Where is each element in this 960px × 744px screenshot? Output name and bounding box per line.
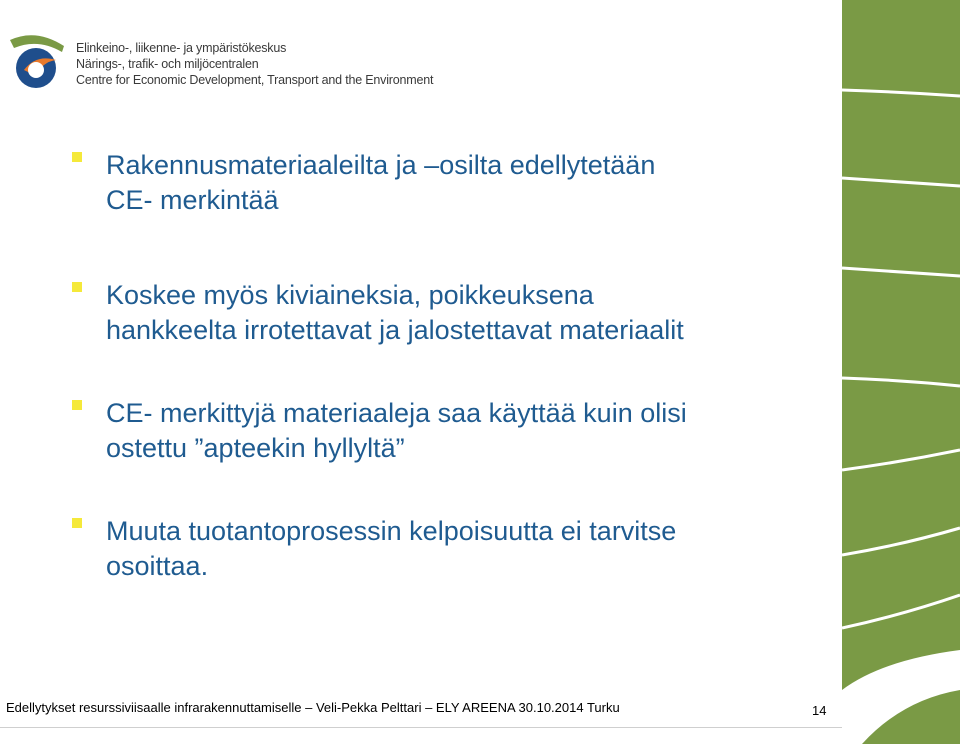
bullet-line: CE- merkintää <box>106 185 279 215</box>
slide-content <box>66 148 826 584</box>
page-number: 14 <box>812 703 827 718</box>
bullet-square-icon <box>72 400 82 410</box>
footer-text: Edellytykset resurssiviisaalle infrarakennuttamiselle – Veli-Pekka Pelttari – ELY AREENA 30.10.2014 Turku <box>6 700 620 715</box>
bullet-line: Muuta tuotantoprosessin kelpoisuutta ei tarvitse <box>106 516 677 546</box>
header <box>6 30 434 96</box>
bullet-line: Rakennusmateriaaleilta ja –osilta edellytetään <box>106 150 656 180</box>
bullet-line: Koskee myös kiviaineksia, poikkeuksena <box>106 280 594 310</box>
bullet-item <box>66 396 826 466</box>
organization-name <box>76 40 433 88</box>
bullet-line: hankkeelta irrotettavat ja jalostettavat materiaalit <box>106 315 684 345</box>
bullet-square-icon <box>72 282 82 292</box>
bullet-item <box>66 514 826 584</box>
decorative-sidebar <box>842 0 960 744</box>
bullet-line: osoittaa. <box>106 551 209 581</box>
bullet-square-icon <box>72 152 82 162</box>
bullet-item <box>66 278 826 348</box>
ely-logo-icon <box>6 30 68 92</box>
org-line-sv: Närings-, trafik- och miljöcentralen <box>76 57 259 71</box>
org-line-fi: Elinkeino-, liikenne- ja ympäristökeskus <box>76 41 287 55</box>
footer-divider <box>0 727 842 728</box>
bullet-line: CE- merkittyjä materiaaleja saa käyttää kuin olisi <box>106 398 687 428</box>
bullet-item <box>66 148 826 218</box>
bullet-square-icon <box>72 518 82 528</box>
org-line-en: Centre for Economic Development, Transport and the Environment <box>76 73 434 87</box>
bullet-line: ostettu ”apteekin hyllyltä” <box>106 433 405 463</box>
